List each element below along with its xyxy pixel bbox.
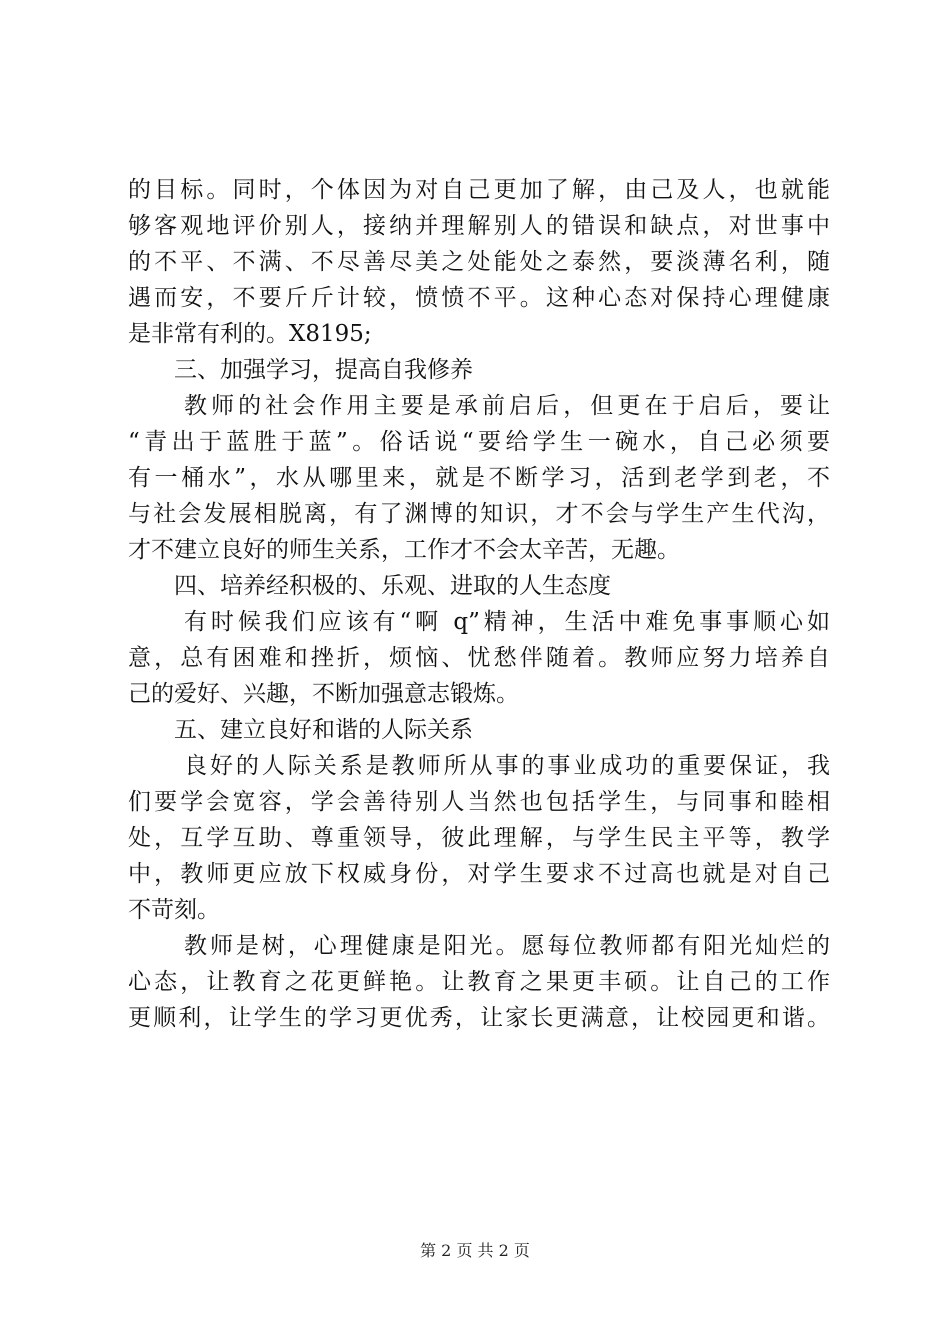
paragraph-line: 己的爱好、兴趣，不断加强意志锻炼。: [128, 681, 519, 707]
document-body: [128, 172, 830, 1036]
paragraph-line: 有一桶水”，水从哪里来，就是不断学习，活到老学到老，不: [128, 465, 830, 491]
paragraph-line: 意，总有困难和挫折，烦恼、忧愁伴随着。教师应努力培养自: [128, 645, 830, 671]
section-heading: 三、加强学习，提高自我修养: [174, 357, 473, 383]
paragraph-line: 良好的人际关系是教师所从事的事业成功的重要保证，我: [184, 753, 830, 779]
paragraph-line: 才不建立良好的师生关系，工作才不会太辛苦，无趣。: [128, 537, 680, 563]
paragraph-line: 够客观地评价别人，接纳并理解别人的错误和缺点，对世事中: [128, 213, 830, 239]
paragraph-line: 不苛刻。: [128, 897, 220, 923]
paragraph-line: “青出于蓝胜于蓝”。俗话说“要给学生一碗水，自己必须要: [128, 429, 830, 455]
paragraph-line: 遇而安，不要斤斤计较，愤愤不平。这种心态对保持心理健康: [128, 285, 830, 311]
paragraph-line: 们要学会宽容，学会善待别人当然也包括学生，与同事和睦相: [128, 789, 830, 815]
paragraph-line: 教师是树，心理健康是阳光。愿每位教师都有阳光灿烂的: [184, 933, 830, 959]
paragraph-line: 中，教师更应放下权威身份，对学生要求不过高也就是对自己: [128, 861, 830, 887]
paragraph-line: 有时候我们应该有“啊 q”精神，生活中难免事事顺心如: [184, 609, 830, 635]
page-number-footer: 第 2 页 共 2 页: [420, 1241, 530, 1260]
section-heading: 四、培养经积极的、乐观、进取的人生态度: [174, 573, 611, 599]
section-heading: 五、建立良好和谐的人际关系: [174, 717, 473, 743]
paragraph-line: 处，互学互助、尊重领导，彼此理解，与学生民主平等，教学: [128, 825, 830, 851]
paragraph-line: 是非常有利的。X8195;: [128, 321, 372, 347]
paragraph-line: 的目标。同时，个体因为对自己更加了解，由己及人，也就能: [128, 177, 830, 203]
paragraph-line: 更顺利，让学生的学习更优秀，让家长更满意，让校园更和谐。: [128, 1005, 830, 1031]
paragraph-line: 与社会发展相脱离，有了渊博的知识，才不会与学生产生代沟，: [128, 501, 830, 527]
paragraph-line: 的不平、不满、不尽善尽美之处能处之泰然，要淡薄名利，随: [128, 249, 830, 275]
paragraph-line: 心态，让教育之花更鲜艳。让教育之果更丰硕。让自己的工作: [128, 969, 830, 995]
paragraph-line: 教师的社会作用主要是承前启后，但更在于启后，要让: [184, 393, 830, 419]
